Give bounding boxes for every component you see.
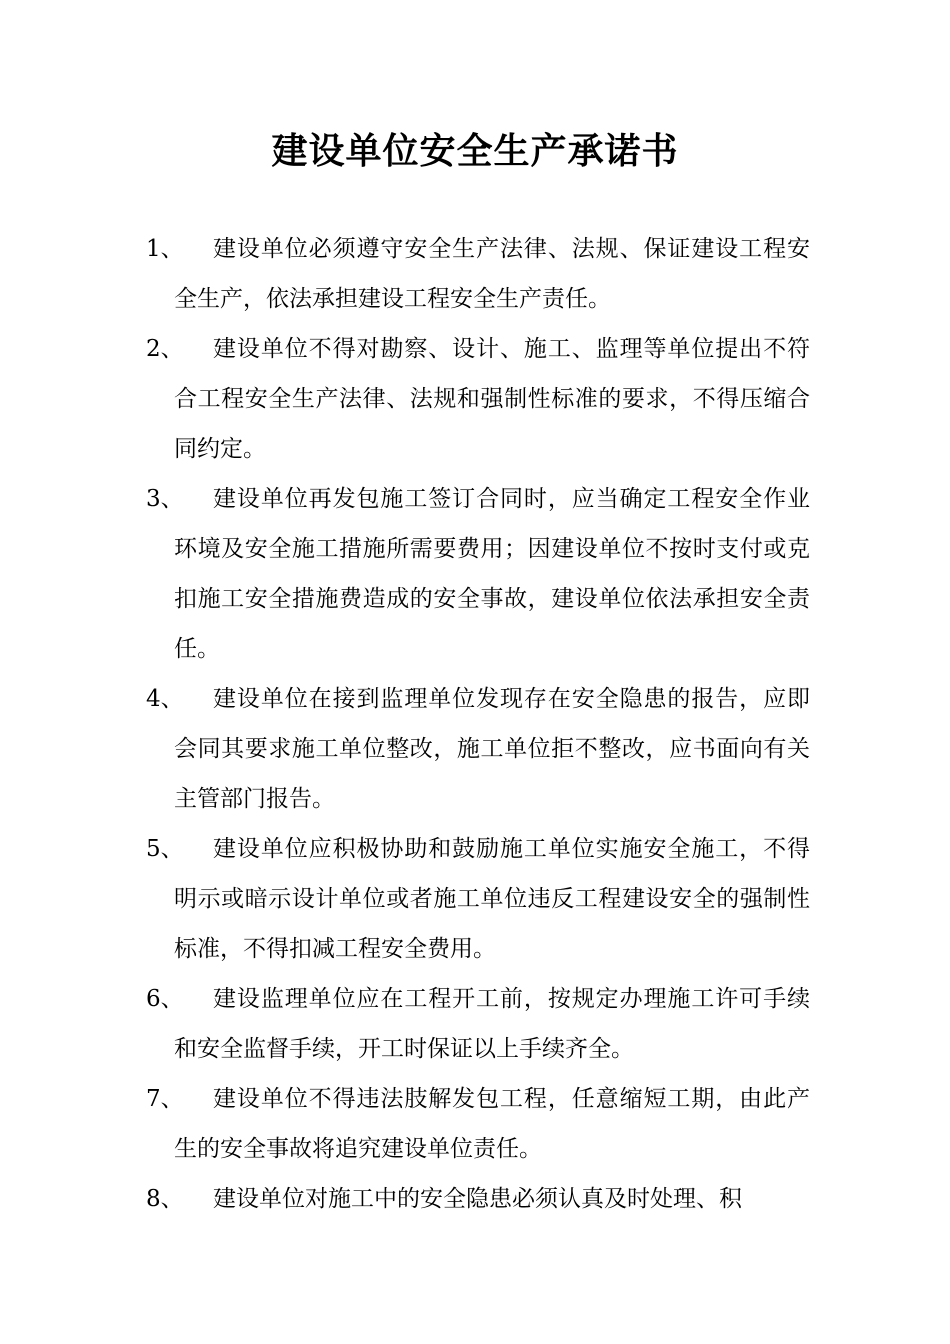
commitment-list [146, 224, 810, 1224]
item-text: 建设监理单位应在工程开工前，按规定办理施工许可手续和安全监督手续，开工时保证以上手续齐全。 [174, 986, 810, 1062]
item-number: 5、 [146, 836, 184, 862]
commitment-item-5 [146, 824, 810, 974]
item-text: 建设单位必须遵守安全生产法律、法规、保证建设工程安全生产，依法承担建设工程安全生产责任。 [174, 236, 810, 312]
commitment-item-7 [146, 1074, 810, 1174]
commitment-item-8 [146, 1174, 810, 1224]
commitment-item-3 [146, 474, 810, 674]
item-number: 6、 [146, 986, 184, 1012]
document-title: 建设单位安全生产承诺书 [271, 130, 679, 172]
commitment-item-4 [146, 674, 810, 824]
item-number: 1、 [146, 236, 184, 262]
item-number: 7、 [146, 1086, 184, 1112]
item-text: 建设单位对施工中的安全隐患必须认真及时处理、积 [213, 1186, 742, 1212]
item-number: 3、 [146, 486, 184, 512]
item-number: 8、 [146, 1186, 184, 1212]
commitment-item-6 [146, 974, 810, 1074]
item-number: 2、 [146, 336, 184, 362]
commitment-item-2 [146, 324, 810, 474]
item-text: 建设单位不得违法肢解发包工程，任意缩短工期，由此产生的安全事故将追究建设单位责任。 [174, 1086, 810, 1162]
item-text: 建设单位应积极协助和鼓励施工单位实施安全施工，不得明示或暗示设计单位或者施工单位违反工程建设安全的强制性标准，不得扣减工程安全费用。 [174, 836, 810, 962]
item-text: 建设单位不得对勘察、设计、施工、监理等单位提出不符合工程安全生产法律、法规和强制性标准的要求，不得压缩合同约定。 [174, 336, 810, 462]
item-number: 4、 [146, 686, 184, 712]
commitment-item-1 [146, 224, 810, 324]
item-text: 建设单位在接到监理单位发现存在安全隐患的报告，应即会同其要求施工单位整改，施工单位拒不整改，应书面向有关主管部门报告。 [174, 686, 810, 812]
item-text: 建设单位再发包施工签订合同时，应当确定工程安全作业环境及安全施工措施所需要费用；因建设单位不按时支付或克扣施工安全措施费造成的安全事故，建设单位依法承担安全责任。 [174, 486, 810, 662]
